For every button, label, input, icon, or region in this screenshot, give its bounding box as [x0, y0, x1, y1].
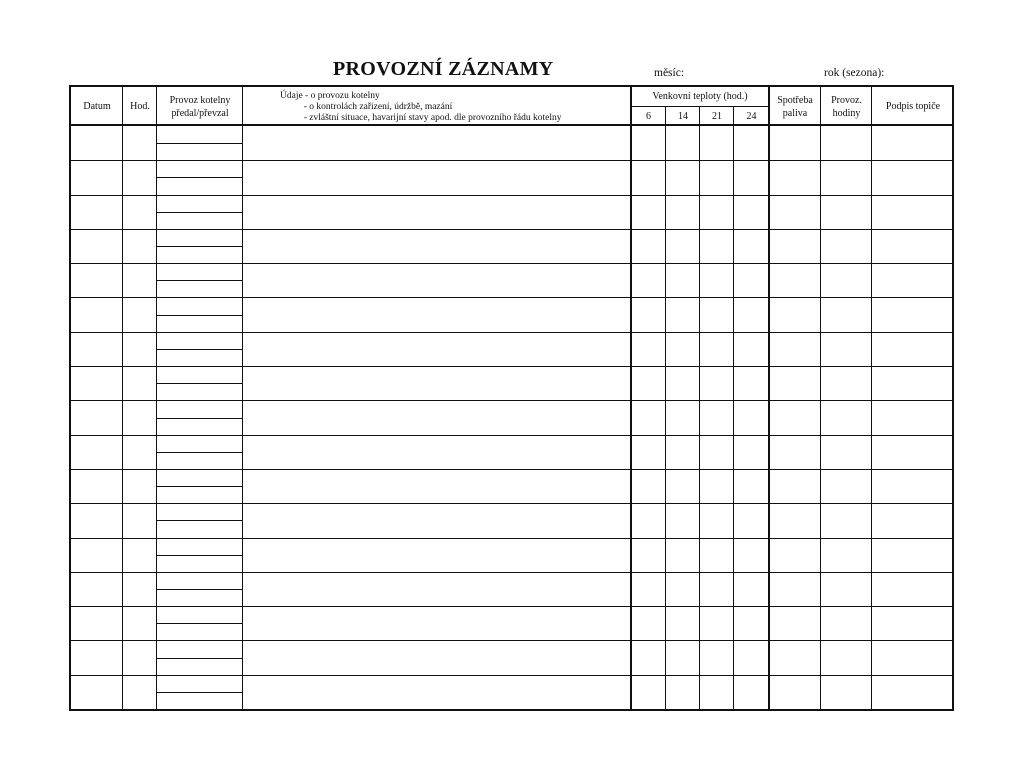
row-line — [71, 400, 952, 401]
row-line — [71, 538, 952, 539]
notes-line-1: Údaje - o provozu kotelny — [280, 91, 380, 101]
handover-sub-line — [157, 315, 243, 316]
row-line — [71, 332, 952, 333]
row-line — [71, 435, 952, 436]
handover-sub-line — [157, 349, 243, 350]
col-header-hour: Hod. — [130, 100, 150, 112]
operating-records-table — [69, 85, 954, 711]
handover-sub-line — [157, 486, 243, 487]
col-header-date: Datum — [83, 100, 111, 112]
row-line — [71, 297, 952, 298]
handover-sub-line — [157, 177, 243, 178]
handover-sub-line — [157, 452, 243, 453]
col-header-fuel: Spotřeba paliva — [777, 95, 813, 119]
row-line — [71, 160, 952, 161]
year-label: rok (sezona): — [824, 67, 885, 79]
row-line — [71, 503, 952, 504]
table-body — [71, 87, 952, 709]
col-header-signature: Podpis topiče — [885, 100, 941, 112]
handover-sub-line — [157, 143, 243, 144]
handover-sub-line — [157, 418, 243, 419]
temp-hour-14: 14 — [678, 110, 688, 122]
row-line — [71, 263, 952, 264]
temp-hour-6: 6 — [646, 110, 651, 122]
handover-sub-line — [157, 520, 243, 521]
handover-sub-line — [157, 555, 243, 556]
handover-sub-line — [157, 623, 243, 624]
col-header-operating-hours: Provoz. hodiny — [831, 95, 862, 119]
row-line — [71, 366, 952, 367]
handover-sub-line — [157, 280, 243, 281]
handover-sub-line — [157, 246, 243, 247]
handover-sub-line — [157, 383, 243, 384]
col-header-boiler-handover: Provoz kotelny předal/převzal — [169, 95, 231, 119]
row-line — [71, 675, 952, 676]
notes-line-3: - zvláštní situace, havarijní stavy apod. dle provozního řádu kotelny — [280, 113, 562, 123]
col-header-outdoor-temps: Venkovní teploty (hod.) — [652, 91, 748, 102]
month-label: měsíc: — [654, 67, 685, 79]
row-line — [71, 229, 952, 230]
temp-hour-24: 24 — [746, 110, 757, 122]
row-line — [71, 640, 952, 641]
handover-sub-line — [157, 589, 243, 590]
notes-line-2: - o kontrolách zařízení, údržbě, mazání — [280, 102, 453, 112]
row-line — [71, 572, 952, 573]
row-line — [71, 469, 952, 470]
row-line — [71, 606, 952, 607]
temp-hour-21: 21 — [712, 110, 722, 122]
handover-sub-line — [157, 212, 243, 213]
handover-sub-line — [157, 658, 243, 659]
handover-sub-line — [157, 692, 243, 693]
row-line — [71, 195, 952, 196]
form-title: PROVOZNÍ ZÁZNAMY — [333, 58, 554, 80]
